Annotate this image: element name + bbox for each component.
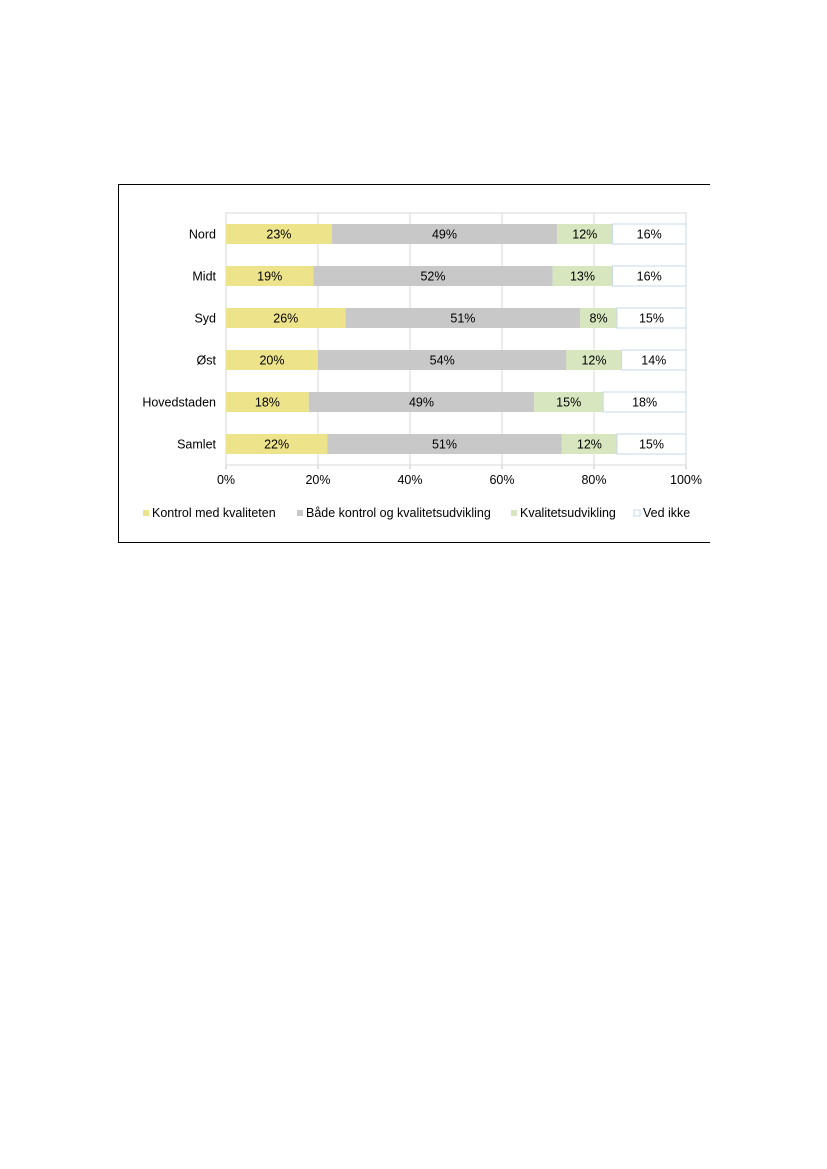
legend bbox=[143, 506, 690, 520]
legend-label: Kvalitetsudvikling bbox=[520, 506, 616, 520]
data-label: 18% bbox=[632, 395, 658, 410]
category-label: Syd bbox=[194, 311, 216, 326]
x-tick-label: 0% bbox=[216, 473, 236, 487]
data-label: 49% bbox=[408, 395, 435, 410]
category-label: Øst bbox=[196, 353, 216, 368]
x-tick-label: 60% bbox=[489, 473, 515, 487]
data-label: 8% bbox=[589, 311, 608, 326]
x-tick-label: 100% bbox=[670, 473, 702, 487]
legend-swatch bbox=[297, 510, 303, 516]
data-label: 12% bbox=[581, 353, 607, 368]
data-label: 15% bbox=[638, 437, 665, 452]
legend-label: Kontrol med kvaliteten bbox=[152, 506, 276, 520]
x-tick-label: 40% bbox=[397, 473, 423, 487]
x-tick-label: 20% bbox=[305, 473, 331, 487]
legend-label: Ved ikke bbox=[643, 506, 691, 520]
data-label: 16% bbox=[636, 227, 662, 242]
data-label: 52% bbox=[420, 269, 446, 284]
category-label: Samlet bbox=[177, 437, 216, 452]
legend-swatch bbox=[143, 510, 149, 516]
data-label: 23% bbox=[266, 227, 292, 242]
data-label: 16% bbox=[636, 269, 662, 284]
plot-area bbox=[226, 213, 686, 465]
legend-swatch bbox=[511, 510, 517, 516]
data-label: 51% bbox=[450, 311, 476, 326]
category-label: Nord bbox=[188, 227, 216, 242]
chart-frame bbox=[118, 184, 710, 543]
data-label: 19% bbox=[257, 269, 283, 284]
plot-area-border bbox=[226, 213, 686, 465]
data-label: 26% bbox=[273, 311, 299, 326]
data-label: 15% bbox=[556, 395, 582, 410]
data-label: 12% bbox=[572, 227, 598, 242]
data-label: 54% bbox=[429, 353, 455, 368]
data-label: 13% bbox=[569, 269, 596, 284]
data-label: 22% bbox=[264, 437, 290, 452]
data-label: 49% bbox=[431, 227, 458, 242]
category-label: Hovedstaden bbox=[142, 395, 216, 410]
data-label: 18% bbox=[254, 395, 280, 410]
legend-swatch bbox=[634, 510, 640, 516]
gridlines bbox=[226, 213, 686, 469]
data-label: 51% bbox=[431, 437, 458, 452]
data-label: 14% bbox=[641, 353, 667, 368]
data-label: 12% bbox=[576, 437, 602, 452]
category-label: Midt bbox=[192, 269, 216, 284]
data-label: 20% bbox=[259, 353, 285, 368]
legend-label: Både kontrol og kvalitetsudvikling bbox=[306, 506, 491, 520]
stacked-bar-chart bbox=[119, 185, 711, 544]
x-tick-label: 80% bbox=[581, 473, 607, 487]
bars bbox=[226, 224, 686, 454]
data-label: 15% bbox=[638, 311, 665, 326]
value-axis bbox=[217, 473, 702, 487]
category-axis bbox=[142, 228, 216, 452]
